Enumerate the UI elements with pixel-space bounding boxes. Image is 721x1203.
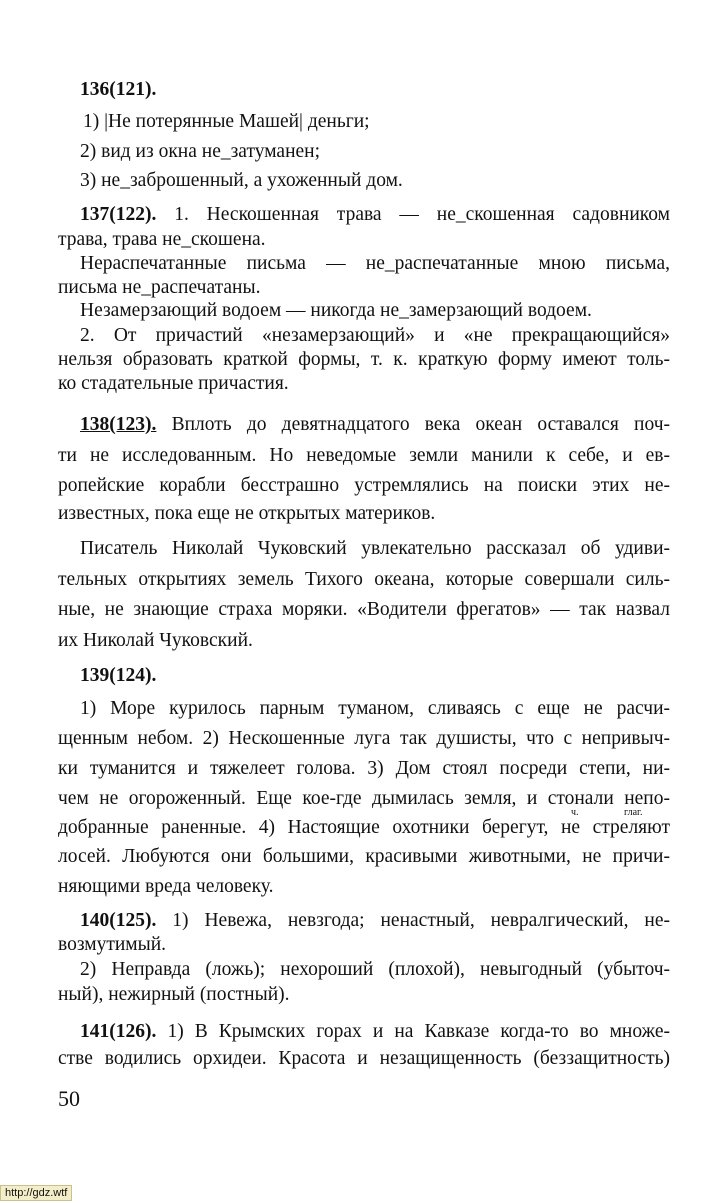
exercise-138-line: их Николай Чуковский. [58,630,253,651]
exercise-141-line [80,1020,670,1044]
exercise-137-line: нельзя образовать краткой формы, т. к. краткую форму имеют толь- [58,349,670,370]
exercise-number: 138(123). [80,414,157,435]
text: 1. Нескошенная трава — не_скошенная садовником [174,204,670,225]
exercise-138-line: ные, не знающие страха моряки. «Водители фрегатов» — так назвал [58,599,670,620]
exercise-136-number [80,78,670,102]
text: 1) Невежа, невзгода; ненастный, невралгический, не- [172,910,670,931]
exercise-140-line [80,909,670,933]
exercise-139-line: лосей. Любуются они большими, красивыми животными, не причи- [58,846,670,867]
exercise-139-line: 1) Море курилось парным туманом, сливаясь с еще не расчи- [80,698,670,719]
exercise-138-line: известных, пока еще не открытых материков. [58,503,436,524]
part-of-speech-mark: ч. [571,807,579,818]
exercise-137-line: Незамерзающий водоем — никогда не_замерзающий водоем. [80,300,592,321]
exercise-138-line [80,413,670,437]
exercise-137-line [80,203,670,227]
exercise-137-line: письма не_распечатаны. [58,277,261,298]
exercise-140-line: ный), нежирный (постный). [58,984,290,1005]
exercise-139-line: чем не огороженный. Еще кое-где дымилась земля, и стонали непо- [58,788,670,809]
exercise-number: 136(121). [80,79,157,100]
exercise-136-line: 3) не_заброшенный, а ухоженный дом. [80,170,403,191]
exercise-number: 139(124). [80,665,157,686]
exercise-136-line: 1) |Не потерянные Машей| деньги; [83,111,370,132]
exercise-137-line: трава, трава не_скошена. [58,229,266,250]
text: Вплоть до девятнадцатого века океан оставался поч- [171,414,671,435]
exercise-number: 141(126). [80,1021,157,1042]
part-of-speech-mark: глаг. [624,807,643,818]
exercise-137-line: 2. От причастий «незамерзающий» и «не прекращающийся» [80,325,670,346]
exercise-137-line: Нераспечатанные письма — не_распечатанные мною письма, [80,253,670,274]
text: 1) В Крымских горах и на Кавказе когда-то во множе- [167,1021,670,1042]
exercise-139-line: ки туманится и тяжелеет голова. 3) Дом стоял посреди степи, ни- [58,758,670,779]
page-number: 50 [58,1086,80,1111]
exercise-139-line: няющими вреда человеку. [58,876,274,897]
exercise-136-line: 2) вид из окна не_затуманен; [80,141,321,162]
exercise-139-line: щенным небом. 2) Нескошенные луга так душисты, что с непривыч- [58,728,670,749]
exercise-140-line: возмутимый. [58,934,167,955]
source-link[interactable]: http://gdz.wtf [0,1185,72,1201]
exercise-139-line: добранные раненные. 4) Настоящие охотники берегут, не стреляют [58,817,670,838]
exercise-137-line: ко стадательные причастия. [58,373,289,394]
exercise-138-line: Писатель Николай Чуковский увлекательно рассказал об удиви- [80,538,670,559]
exercise-141-line: стве водились орхидеи. Красота и незащищенность (беззащитность) [58,1048,670,1069]
exercise-number: 137(122). [80,204,157,225]
exercise-139-number [80,664,670,688]
exercise-138-line: ти не исследованным. Но неведомые земли манили к себе, и ев- [58,445,670,466]
exercise-number: 140(125). [80,910,157,931]
exercise-140-line: 2) Неправда (ложь); нехороший (плохой), невыгодный (убыточ- [80,959,670,980]
exercise-138-line: ропейские корабли бесстрашно устремлялись на поиски этих не- [58,475,670,496]
exercise-138-line: тельных открытиях земель Тихого океана, которые совершали силь- [58,569,670,590]
